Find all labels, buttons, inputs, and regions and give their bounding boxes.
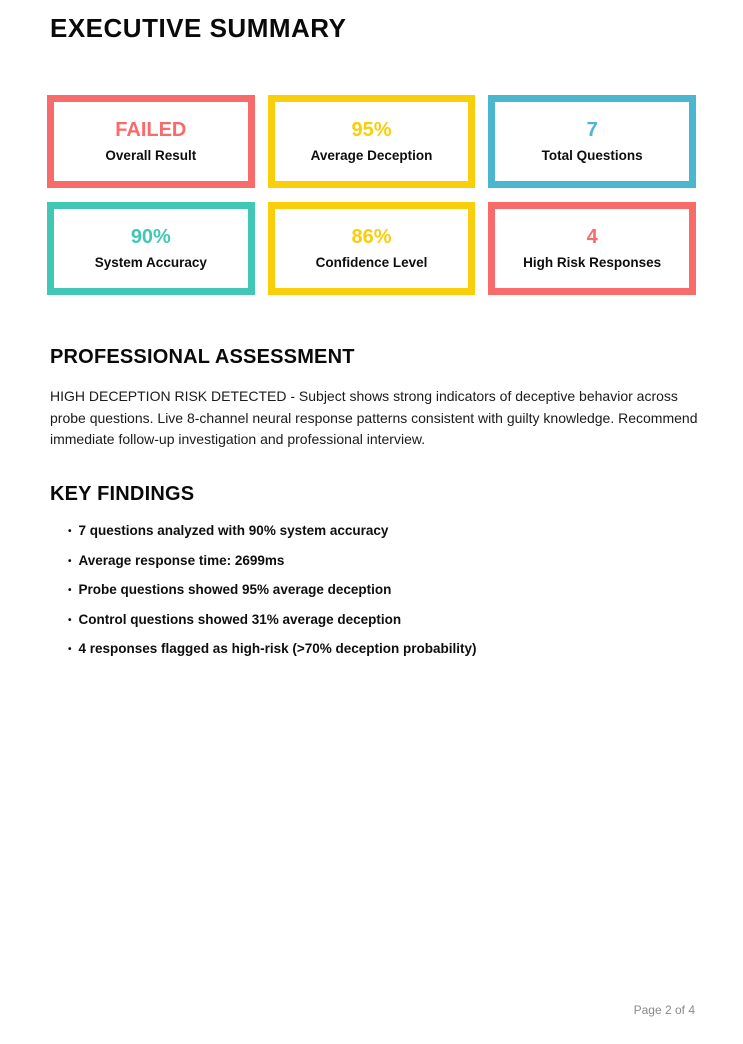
finding-text: 4 responses flagged as high-risk (>70% deception probability)	[78, 641, 477, 656]
finding-text: 7 questions analyzed with 90% system accuracy	[78, 523, 389, 538]
finding-item	[68, 524, 477, 539]
stat-label: System Accuracy	[94, 255, 207, 271]
stat-label: High Risk Responses	[523, 255, 662, 271]
stat-card-system-accuracy	[47, 202, 255, 295]
stat-value: 90%	[130, 226, 171, 249]
stat-value: 86%	[351, 226, 392, 249]
stat-label: Average Deception	[310, 148, 433, 164]
stat-value: FAILED	[115, 119, 187, 142]
stat-card-total-questions	[488, 95, 696, 188]
finding-item	[68, 583, 477, 598]
bullet-icon: •	[68, 614, 72, 626]
page-number: Page 2 of 4	[633, 1003, 695, 1017]
stat-card-overall-result	[47, 95, 255, 188]
finding-item	[68, 554, 477, 569]
findings-list	[68, 524, 477, 672]
bullet-icon: •	[68, 526, 72, 537]
stat-card-average-deception	[268, 95, 476, 188]
stat-value: 95%	[351, 119, 392, 142]
finding-item	[68, 642, 477, 657]
page-title: EXECUTIVE SUMMARY	[50, 13, 347, 43]
finding-text: Control questions showed 31% average deception	[78, 611, 402, 627]
stats-grid	[47, 95, 696, 295]
stat-label: Total Questions	[541, 148, 643, 164]
findings-section-title: KEY FINDINGS	[50, 483, 195, 505]
bullet-icon: •	[68, 644, 72, 655]
stat-card-confidence-level	[268, 202, 476, 295]
assessment-section-title: PROFESSIONAL ASSESSMENT	[50, 346, 355, 368]
stat-value: 7	[586, 119, 598, 142]
stat-card-high-risk-responses	[488, 202, 696, 295]
finding-text: Probe questions showed 95% average deception	[78, 582, 392, 597]
stat-label: Overall Result	[105, 148, 197, 164]
stat-value: 4	[586, 226, 598, 249]
finding-item	[68, 613, 477, 628]
finding-text: Average response time: 2699ms	[78, 552, 285, 568]
assessment-body-text: HIGH DECEPTION RISK DETECTED - Subject shows strong indicators of deceptive behavior across probe questions. Live 8-channel neural response patterns consistent with guilty knowledge. Recommend immediate follow-up investigation and professional interview.	[50, 388, 698, 447]
bullet-icon: •	[68, 585, 72, 596]
bullet-icon: •	[68, 555, 72, 567]
stat-label: Confidence Level	[315, 255, 428, 271]
